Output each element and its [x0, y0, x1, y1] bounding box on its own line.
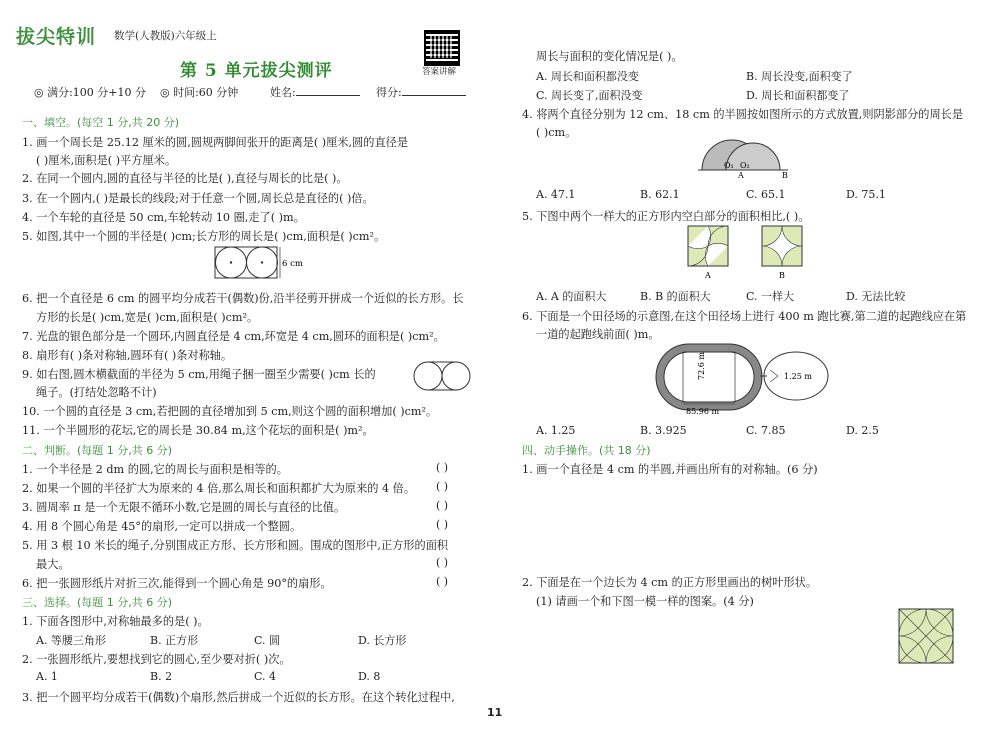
- judge-line: 1. 一个半径是 2 dm 的圆,它的周长与面积是相等的。: [22, 463, 288, 476]
- section-fill: 一、填空。(每空 1 分,共 20 分): [22, 116, 180, 129]
- subject-label: 数学(人教版)六年级上: [114, 30, 217, 42]
- choice-question: 一道的起跑线前面( )m。: [536, 328, 660, 341]
- track-figure: [652, 340, 832, 416]
- choice-question: 1. 下面各图形中,对称轴最多的是( )。: [22, 615, 209, 628]
- judge-line: 5. 用 3 根 10 米长的绳子,分别围成正方形、长方形和圆。围成的图形中,正方形的面积: [22, 539, 449, 552]
- judge-line: 2. 如果一个圆的半径扩大为原来的 4 倍,那么周长和面积都扩大为原来的 4 倍。: [22, 482, 416, 495]
- fill-line: ( )厘米,面积是( )平方厘米。: [36, 154, 177, 167]
- choice-option[interactable]: B. 周长没变,面积变了: [746, 70, 853, 83]
- fill-line: 方形的长是( )cm,宽是( )cm,面积是( )cm²。: [36, 311, 259, 324]
- page-title: 第 5 单元拔尖测评: [180, 61, 333, 81]
- choice-option[interactable]: D. 周长和面积都变了: [746, 89, 850, 102]
- choice-option[interactable]: D. 8: [358, 670, 381, 683]
- choice-option[interactable]: D. 75.1: [846, 188, 886, 201]
- time-limit: ◎ 时间:60 分钟: [160, 86, 239, 99]
- choice-question: 3. 把一个圆平均分成若干(偶数)个扇形,然后拼成一个近似的长方形。在这个转化过程中,: [22, 691, 455, 704]
- name-underline: [296, 85, 360, 96]
- choice-question: 周长与面积的变化情况是( )。: [536, 50, 683, 63]
- choice-option[interactable]: D. 2.5: [846, 424, 879, 437]
- q4-b-label: B: [782, 171, 788, 178]
- q6-length-label: 85.96 m: [686, 407, 720, 416]
- judge-line: 最大。: [36, 558, 70, 571]
- operation-subquestion: (1) 请画一个和下图一模一样的图案。(4 分): [536, 595, 754, 608]
- choice-option[interactable]: A. 周长和面积都没变: [536, 70, 639, 83]
- q6-height-label: 72.6 m: [697, 352, 706, 380]
- section-operation: 四、动手操作。(共 18 分): [522, 444, 651, 457]
- choice-option[interactable]: C. 圆: [254, 634, 281, 647]
- operation-question: 1. 画一个直径是 4 cm 的半圆,并画出所有的对称轴。(6 分): [522, 463, 818, 476]
- full-score: ◎ 满分:100 分+10 分: [34, 86, 147, 99]
- section-choice: 三、选择。(每题 1 分,共 6 分): [22, 596, 173, 609]
- choice-option[interactable]: B. 正方形: [150, 634, 199, 647]
- choice-option[interactable]: B. B 的面积大: [640, 290, 711, 303]
- choice-option[interactable]: A. 1.25: [536, 424, 576, 437]
- choice-question: 5. 下图中两个一样大的正方形内空白部分的面积相比,( )。: [522, 210, 810, 223]
- fill-line: 2. 在同一个圆内,圆的直径与半径的比是( ),直径与周长的比是( )。: [22, 172, 348, 185]
- answer-paren[interactable]: ( ): [436, 518, 449, 531]
- score-underline: [402, 85, 466, 96]
- choice-question: 2. 一张圆形纸片,要想找到它的圆心,至少要对折( )次。: [22, 653, 291, 666]
- q4-a-label: A: [738, 171, 744, 178]
- q5-dim-label: 6 cm: [282, 259, 303, 269]
- answer-paren[interactable]: ( ): [436, 480, 449, 493]
- choice-option[interactable]: D. 无法比较: [846, 290, 906, 303]
- choice-option[interactable]: D. 长方形: [358, 634, 407, 647]
- choice-question: ( )cm。: [536, 126, 577, 139]
- choice-option[interactable]: A. 1: [36, 670, 58, 683]
- fill-line: 绳子。(打结处忽略不计): [36, 386, 157, 399]
- operation-question: 2. 下面是在一个边长为 4 cm 的正方形里画出的树叶形状。: [522, 576, 818, 589]
- fill-line: 1. 画一个周长是 25.12 厘米的圆,圆规两脚间张开的距离是( )厘米,圆的直径是: [22, 136, 409, 149]
- judge-line: 4. 用 8 个圆心角是 45°的扇形,一定可以拼成一个整圆。: [22, 520, 302, 533]
- score-label: 得分:: [376, 86, 402, 99]
- fill-line: 7. 光盘的银色部分是一个圆环,内圆直径是 4 cm,环宽是 4 cm,圆环的面积是( )cm²。: [22, 330, 445, 343]
- answer-paren[interactable]: ( ): [436, 461, 449, 474]
- semicircles-figure: [696, 136, 796, 178]
- qr-label: 答案讲解: [422, 67, 457, 77]
- choice-option[interactable]: A. 47.1: [536, 188, 576, 201]
- q5-label-a: A: [705, 271, 711, 280]
- name-field[interactable]: [270, 84, 360, 100]
- choice-question: 6. 下面是一个田径场的示意图,在这个田径场上进行 400 m 跑比赛,第二道的起跑线应在第: [522, 310, 967, 323]
- fill-line: 11. 一个半圆形的花坛,它的周长是 30.84 m,这个花坛的面积是( )m²。: [22, 424, 374, 437]
- q4-o1-label: O₁: [724, 161, 734, 170]
- page-number: 11: [487, 706, 503, 719]
- choice-question: 4. 将两个直径分别为 12 cm、18 cm 的半圆按如图所示的方式放置,则阴影部分的周长是: [522, 108, 964, 121]
- q6-lane-label: 1.25 m: [784, 372, 812, 381]
- fill-line: 10. 一个圆的直径是 3 cm,若把圆的直径增加到 5 cm,则这个圆的面积增加( )cm²。: [22, 405, 438, 418]
- squares-figure: [686, 224, 806, 282]
- fill-line: 5. 如图,其中一个圆的半径是( )cm;长方形的周长是( )cm,面积是( )cm²。: [22, 230, 386, 243]
- q5-label-b: B: [779, 271, 785, 280]
- leaf-square-figure: [898, 608, 954, 664]
- choice-option[interactable]: C. 周长变了,面积没变: [536, 89, 643, 102]
- answer-paren[interactable]: ( ): [436, 556, 449, 569]
- q4-o2-label: O₂: [740, 161, 750, 170]
- logs-figure: [412, 360, 474, 392]
- choice-option[interactable]: A. A 的面积大: [536, 290, 607, 303]
- section-judge: 二、判断。(每题 1 分,共 6 分): [22, 444, 173, 457]
- answer-paren[interactable]: ( ): [436, 575, 449, 588]
- choice-option[interactable]: B. 3.925: [640, 424, 687, 437]
- choice-option[interactable]: B. 2: [150, 670, 173, 683]
- rectangle-circles-figure: [214, 246, 304, 280]
- judge-line: 6. 把一张圆形纸片对折三次,能得到一个圆心角是 90°的扇形。: [22, 577, 332, 590]
- fill-line: 8. 扇形有( )条对称轴,圆环有( )条对称轴。: [22, 349, 233, 362]
- choice-option[interactable]: A. 等腰三角形: [36, 634, 106, 647]
- judge-line: 3. 圆周率 π 是一个无限不循环小数,它是圆的周长与直径的比值。: [22, 501, 346, 514]
- fill-line: 6. 把一个直径是 6 cm 的圆平均分成若干(偶数)份,沿半径剪开拼成一个近似的长方形。长: [22, 292, 464, 305]
- qr-code[interactable]: [424, 30, 460, 66]
- choice-option[interactable]: B. 62.1: [640, 188, 680, 201]
- choice-option[interactable]: C. 4: [254, 670, 277, 683]
- answer-paren[interactable]: ( ): [436, 499, 449, 512]
- choice-option[interactable]: C. 65.1: [746, 188, 786, 201]
- name-label: 姓名:: [270, 86, 296, 99]
- choice-option[interactable]: C. 一样大: [746, 290, 795, 303]
- fill-line: 3. 在一个圆内,( )是最长的线段;对于任意一个圆,周长总是直径的( )倍。: [22, 192, 374, 205]
- choice-option[interactable]: C. 7.85: [746, 424, 786, 437]
- fill-line: 4. 一个车轮的直径是 50 cm,车轮转动 10 圈,走了( )m。: [22, 211, 305, 224]
- score-field[interactable]: [376, 84, 466, 100]
- fill-line: 9. 如右图,圆木横截面的半径为 5 cm,用绳子捆一圈至少需要( )cm 长的: [22, 368, 376, 381]
- brand-logo: 拔尖特训: [16, 26, 97, 48]
